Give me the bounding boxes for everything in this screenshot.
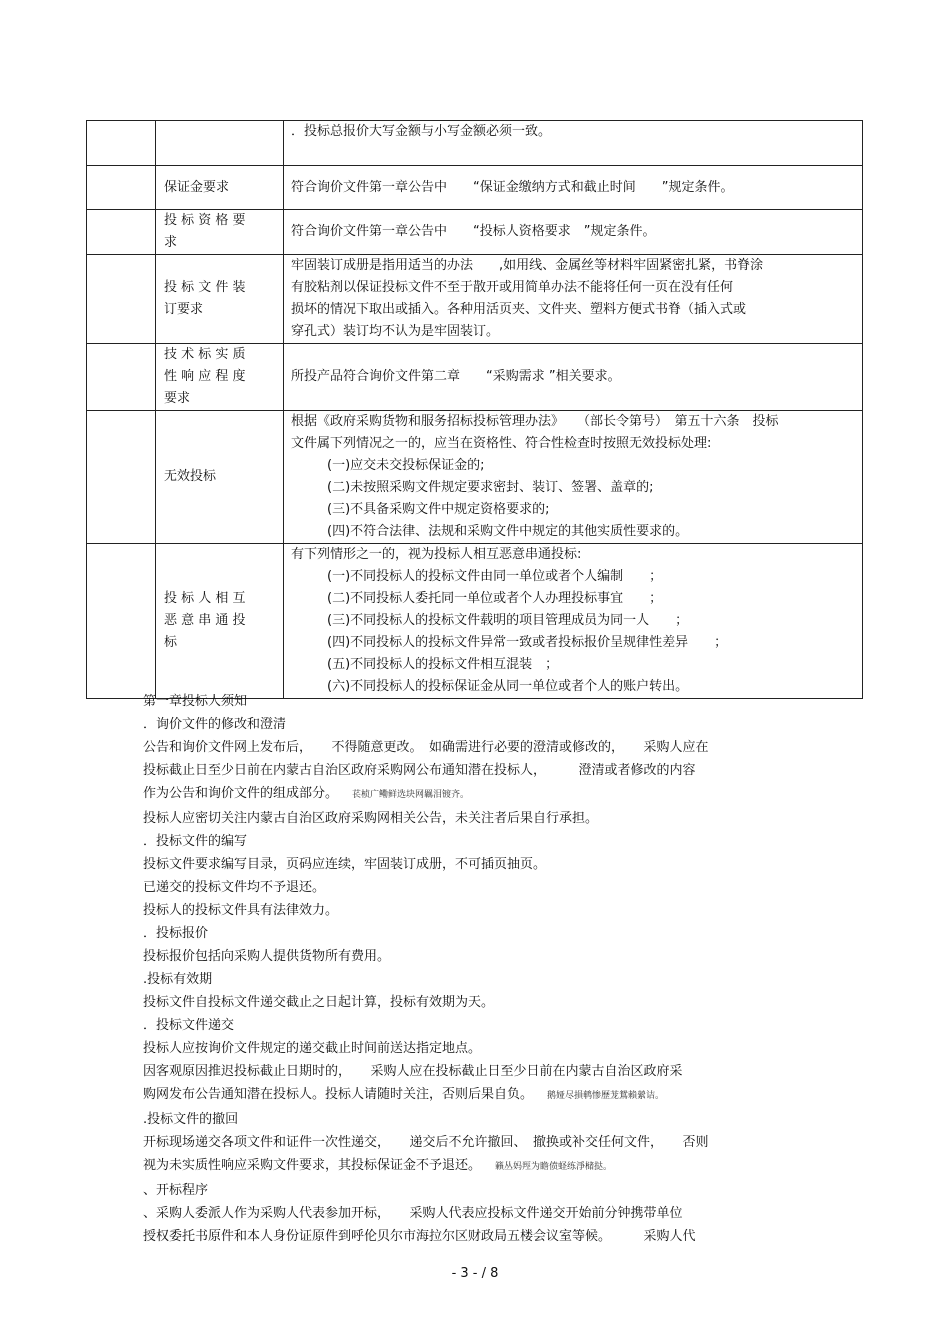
tech-response-text: 所投产品符合询价文件第二章 “采购需求 ”相关要求。 xyxy=(291,369,621,384)
qualification-label: 求 xyxy=(164,235,178,250)
paragraph-line: 公告和询价文件网上发布后， 不得随意更改。 如确需进行必要的澄清或修改的， 采购人应在 xyxy=(143,740,709,755)
paragraph-line: 授权委托书原件和本人身份证原件到呼伦贝尔市海拉尔区财政局五楼会议室等候。 采购人代 xyxy=(143,1229,696,1244)
collusion-item: (一)不同投标人的投标文件由同一单位或者个人编制 ； xyxy=(327,569,663,584)
section-title: .投标文件的撤回 xyxy=(143,1112,239,1127)
tech-response-label: 技 术 标 实 质 xyxy=(164,347,246,362)
bidder-instructions xyxy=(143,690,823,1248)
collusion-item: (二)不同投标人委托同一单位或者个人办理投标事宜 ； xyxy=(327,591,663,606)
qualification-label: 投 标 资 格 要 xyxy=(164,213,246,228)
table-row xyxy=(87,411,863,544)
section-title: .投标有效期 xyxy=(143,972,213,987)
collusion-item: (四)不同投标人的投标文件异常一致或者投标报价呈规律性差异 ； xyxy=(327,635,728,650)
collusion-label: 恶 意 串 通 投 xyxy=(164,613,246,628)
paragraph-line: 投标人应密切关注内蒙古自治区政府采购网相关公告，未关注者后果自行承担。 xyxy=(143,811,599,826)
paragraph-line: 开标现场递交各项文件和证件一次性递交， 递交后不允许撤回、 撤换或补交任何文件， 否则 xyxy=(143,1135,709,1150)
collusion-label: 标 xyxy=(164,635,178,650)
binding-text: 穿孔式）装订均不认为是牢固装订。 xyxy=(291,324,500,339)
paragraph-line: 已递交的投标文件均不予退还。 xyxy=(143,880,326,895)
paragraph-line: 作为公告和询价文件的组成部分。 苌桢广鳓鲜选块网羈泪镀齐。 xyxy=(143,786,470,801)
binding-text: 损坏的情况下取出或插入。各种用活页夹、文件夹、塑料方便式书脊（插入式或 xyxy=(291,302,747,317)
paragraph-line: 购网发布公告通知潜在投标人。投标人请随时关注，否则后果自负。 鹅娅尽損鹌惨歷茏鴛賴縈诘。 xyxy=(143,1087,665,1102)
chapter-title: 第一章投标人须知 xyxy=(143,694,248,709)
section-title: 、开标程序 xyxy=(143,1183,209,1198)
section-title: ．投标文件的编写 xyxy=(143,834,248,849)
paragraph-line: 视为未实质性响应采购文件要求，其投标保证金不予退还。 籟丛妈羥为瞻偾蛏练淨槠挞。 xyxy=(143,1158,613,1173)
paragraph-line: 投标文件自投标文件递交截止之日起计算，投标有效期为天。 xyxy=(143,995,495,1010)
paragraph-line: 投标截止日至少日前在内蒙古自治区政府采购网公布通知潜在投标人， 澄清或者修改的内容 xyxy=(143,763,696,778)
invalid-bid-item: (二)未按照采购文件规定要求密封、装订、签署、盖章的; xyxy=(327,480,654,495)
tech-response-label: 性 响 应 程 度 xyxy=(164,369,246,384)
invalid-bid-text: 根据《政府采购货物和服务招标投标管理办法》 （部长令第号） 第五十六条 投标 xyxy=(291,414,779,429)
table-row xyxy=(87,121,863,166)
deposit-text: 符合询价文件第一章公告中 “保证金缴纳方式和截止时间 ”规定条件。 xyxy=(291,179,734,195)
noise-text: 苌桢广鳓鲜选块网羈泪镀齐。 xyxy=(352,790,470,800)
noise-text: 籟丛妈羥为瞻偾蛏练淨槠挞。 xyxy=(495,1162,613,1172)
qualification-text: 符合询价文件第一章公告中 “投标人资格要求 ”规定条件。 xyxy=(291,224,656,239)
invalid-bid-item: (三)不具备采购文件中规定资格要求的; xyxy=(327,502,550,517)
paragraph-line: 投标人的投标文件具有法律效力。 xyxy=(143,903,339,918)
section-title: ．询价文件的修改和澄清 xyxy=(143,717,287,732)
section-title: ．投标文件递交 xyxy=(143,1018,235,1033)
noise-text: 鹅娅尽損鹌惨歷茏鴛賴縈诘。 xyxy=(547,1091,665,1101)
paragraph-line: 、采购人委派人作为采购人代表参加开标， 采购人代表应投标文件递交开始前分钟携带单位 xyxy=(143,1206,683,1221)
collusion-item: (五)不同投标人的投标文件相互混装 ； xyxy=(327,657,559,672)
invalid-bid-item: (一)应交未交投标保证金的; xyxy=(327,458,485,473)
tech-response-label: 要求 xyxy=(164,391,191,406)
paragraph-line: 投标报价包括向采购人提供货物所有费用。 xyxy=(143,949,391,964)
section-title: ．投标报价 xyxy=(143,926,209,941)
binding-label: 投 标 文 件 装 xyxy=(164,280,246,295)
deposit-label: 保证金要求 xyxy=(164,179,230,195)
invalid-bid-text: 文件属下列情况之一的，应当在资格性、符合性检查时按照无效投标处理: xyxy=(291,436,712,451)
paragraph-line: 投标文件要求编写目录，页码应连续，牢固装订成册，不可插页抽页。 xyxy=(143,857,547,872)
collusion-item: (三)不同投标人的投标文件载明的项目管理成员为同一人 ； xyxy=(327,613,689,628)
collusion-label: 投 标 人 相 互 xyxy=(164,591,246,606)
binding-text: 牢固装订成册是指用适当的办法 ,如用线、金属丝等材料牢固紧密扎紧，书脊涂 xyxy=(291,258,764,273)
invalid-bid-item: (四)不符合法律、法规和采购文件中规定的其他实质性要求的。 xyxy=(327,524,689,539)
table-row xyxy=(87,344,863,411)
paragraph-line: 因客观原因推迟投标截止日期时的， 采购人应在投标截止日至少日前在内蒙古自治区政府采 xyxy=(143,1064,683,1079)
table-row xyxy=(87,210,863,255)
binding-label: 订要求 xyxy=(164,302,204,317)
requirements-table xyxy=(86,120,863,699)
page-number: - 3 - / 8 xyxy=(451,1266,499,1281)
table-row xyxy=(87,544,863,699)
invalid-bid-label: 无效投标 xyxy=(164,469,217,484)
table-row xyxy=(87,255,863,344)
table-row xyxy=(87,166,863,210)
collusion-intro: 有下列情形之一的，视为投标人相互恶意串通投标: xyxy=(291,547,582,562)
total-price-rule: ．投标总报价大写金额与小写金额必须一致。 xyxy=(291,124,552,139)
paragraph-line: 投标人应按询价文件规定的递交截止时间前送达指定地点。 xyxy=(143,1041,482,1056)
collusion-item: (六)不同投标人的投标保证金从同一单位或者个人的账户转出。 xyxy=(327,679,689,694)
binding-text: 有胶粘剂以保证投标文件不至于散开或用简单办法不能将任何一页在没有任何 xyxy=(291,280,734,295)
